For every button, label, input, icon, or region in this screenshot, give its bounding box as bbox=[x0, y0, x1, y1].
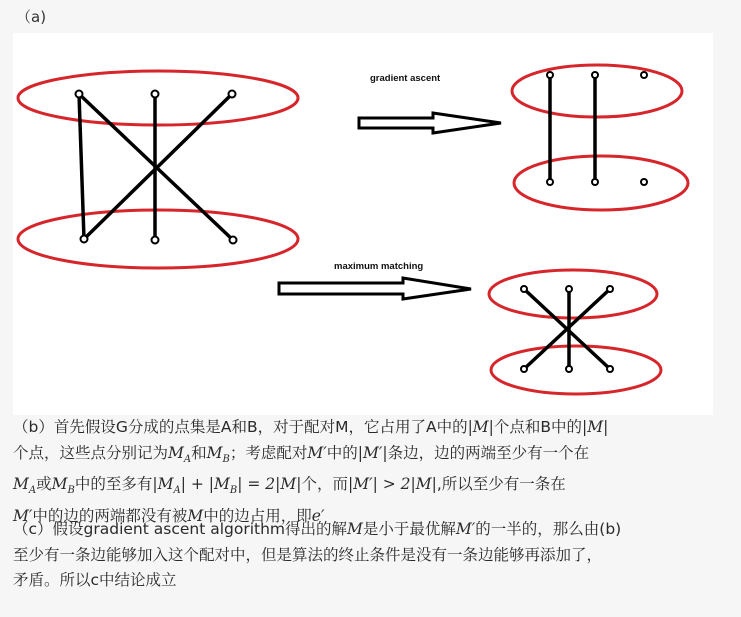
math-m-prime: M′ bbox=[455, 520, 476, 538]
match-top-partition bbox=[489, 270, 657, 318]
sub-a: A bbox=[183, 453, 192, 465]
math-plus-abs: | + |M bbox=[180, 475, 230, 494]
b-text: 中的至多有 bbox=[74, 475, 153, 494]
math-eq-2m: | = 2|M| bbox=[237, 475, 302, 494]
math-e-prime: e′ bbox=[311, 506, 325, 525]
math-m-a: M bbox=[13, 475, 29, 494]
math-m: M bbox=[347, 520, 363, 538]
c-text: （c）假设gradient ascent algorithm得出的解 bbox=[13, 520, 348, 538]
match-bottom-partition bbox=[491, 346, 661, 394]
math-sum-abs: |M bbox=[152, 475, 174, 494]
part-b-paragraph bbox=[13, 415, 725, 529]
math-m-prime: M′ bbox=[13, 506, 33, 525]
c-text: 是小于最优解 bbox=[362, 520, 456, 538]
gradient-ascent-edges bbox=[550, 75, 595, 182]
math-abs-m-prime-gt: |M′| > 2|M| bbox=[348, 475, 437, 494]
b-text: 个点，这些点分别记为 bbox=[13, 443, 169, 462]
arrow2 bbox=[279, 278, 471, 299]
b-text: （b）首先假设G分成的点集是A和B，对于配对M，它占用了A中的 bbox=[13, 418, 468, 436]
b-text: ,所以至少有一条在 bbox=[436, 475, 566, 494]
left-top-partition bbox=[18, 71, 298, 125]
b-text: 和 bbox=[191, 443, 207, 462]
part-a-label: （a) bbox=[16, 8, 47, 26]
sub-b: B bbox=[222, 453, 230, 465]
b-text: 中的 bbox=[326, 443, 358, 462]
sub-b: B bbox=[229, 485, 238, 497]
b-text: 中的边占用，即 bbox=[203, 506, 312, 525]
math-m-b: M bbox=[51, 475, 68, 494]
b-text: 个点和B中的 bbox=[493, 418, 583, 436]
gradient-ascent-vertices bbox=[547, 72, 647, 185]
c-line-3: 矛盾。所以c中结论成立 bbox=[13, 571, 177, 589]
maximum-matching-edges bbox=[524, 289, 610, 369]
math-abs-m: |M| bbox=[467, 418, 494, 436]
b-text: 个，而 bbox=[301, 475, 348, 494]
left-edges bbox=[79, 94, 233, 240]
arrow2-label: maximum matching bbox=[334, 261, 424, 272]
b-line-2 bbox=[13, 441, 725, 473]
arrow1 bbox=[359, 113, 501, 133]
b-line-1 bbox=[13, 415, 725, 441]
part-c-paragraph bbox=[13, 517, 725, 594]
sub-a: A bbox=[173, 485, 181, 497]
math-m: M bbox=[187, 506, 204, 525]
c-text: 的一半的，那么由(b) bbox=[475, 520, 622, 538]
b-text: 中的边的两端都没有被 bbox=[32, 506, 188, 525]
b-text: 条边，边的两端至少有一个在 bbox=[387, 443, 590, 462]
sub-a: A bbox=[28, 485, 37, 497]
arrow1-label: gradient ascent bbox=[370, 73, 441, 84]
b-text: 或 bbox=[36, 475, 52, 494]
c-line-1 bbox=[13, 517, 725, 543]
b-line-3 bbox=[13, 472, 725, 504]
matching-figure bbox=[13, 33, 713, 415]
c-line-2: 至少有一条边能够加入这个配对中，但是算法的终止条件是没有一条边能够再添加了， bbox=[13, 545, 603, 564]
math-abs-m: |M| bbox=[582, 418, 609, 436]
sub-b: B bbox=[67, 485, 75, 497]
math-abs-m-prime: |M′| bbox=[357, 443, 388, 462]
right-bottom-partition bbox=[514, 156, 688, 210]
math-m-a: M bbox=[168, 443, 184, 462]
b-text: ；考虑配对 bbox=[229, 443, 308, 462]
math-m-b: M bbox=[206, 443, 223, 462]
math-m-prime: M′ bbox=[307, 443, 327, 462]
